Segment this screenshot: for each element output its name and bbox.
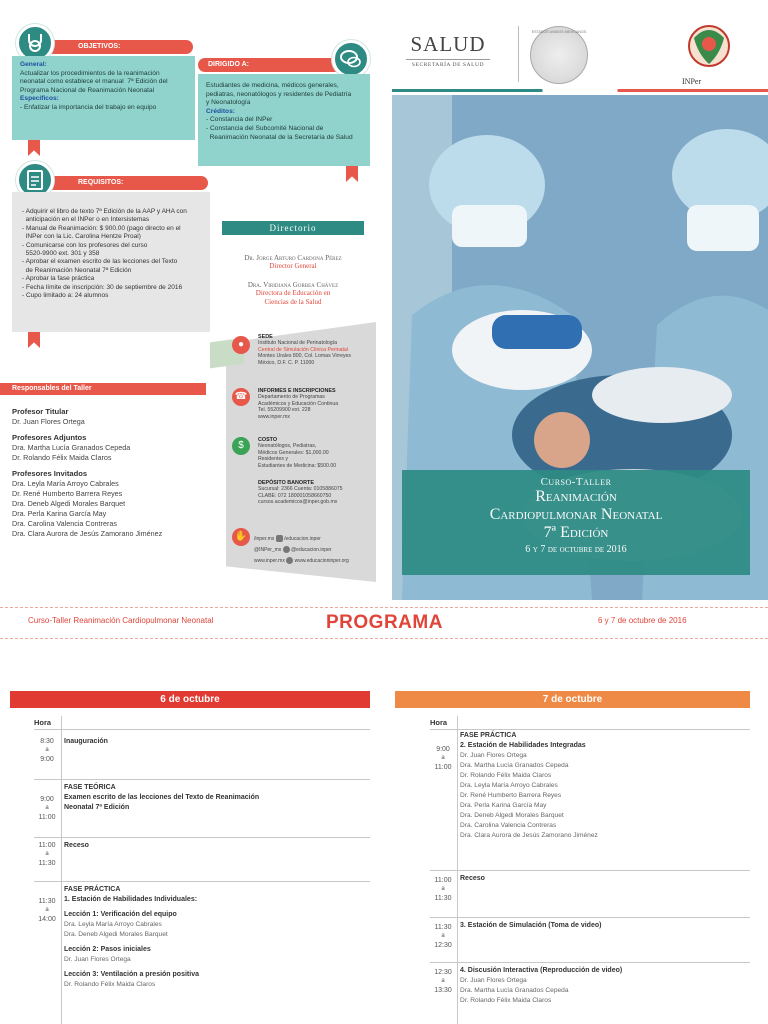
activity-title: FASE PRÁCTICA [64, 886, 121, 893]
seal-text: ESTADOS UNIDOS MEXICANOS [531, 30, 587, 34]
row-divider [430, 917, 750, 918]
programa-course-name: Curso-Taller Reanimación Cardiopulmonar Neonatal [28, 616, 214, 625]
activity [460, 921, 601, 931]
activity-detail: Dra. Perla Karina García May [460, 802, 547, 809]
activity-title: FASE TEÓRICA [64, 784, 116, 791]
dirigido-line: pediatras, neonatólogos y residentes de Pediatría [206, 90, 352, 98]
activity-title: Neonatal 7ª Edición [64, 804, 130, 811]
requisitos-lines [22, 208, 200, 300]
time-text: 13:30 [434, 987, 452, 994]
responsable-name: Dra. Perla Karina García May [12, 509, 107, 518]
twitter-link[interactable]: @INPer_mx [254, 547, 282, 553]
requisitos-line: anticipación en el INPer o en Intersistemas [22, 216, 150, 224]
activity-title: 3. Estación de Simulación (Toma de video) [460, 922, 602, 929]
responsables-band: Responsables del Taller [0, 383, 206, 395]
objetivos-line: neonatal como establece el manual 7ª Edición del [20, 78, 168, 86]
dirigido-line: - Constancia del INPer [206, 116, 273, 124]
directora-name: Dra. Viridiana Gorbea Chávez [247, 280, 339, 289]
activity [460, 966, 622, 1006]
activity-detail: Dra. Leyla María Arroyo Cabrales [64, 921, 162, 928]
time-slot [34, 737, 60, 764]
time-text: a [441, 978, 445, 984]
requisitos-line: - Fecha límite de inscripción: 30 de septiembre de 2016 [22, 283, 183, 291]
costo-title: COSTO [258, 437, 278, 443]
responsable-name: Dra. Martha Lucía Granados Cepeda [12, 443, 131, 452]
responsable-name: Dr. René Humberto Barrera Reyes [12, 489, 123, 498]
responsable-name: Dra. Carolina Valencia Contreras [12, 519, 117, 528]
directorio-block [215, 254, 371, 306]
time-text: a [45, 851, 49, 857]
row-divider [34, 729, 370, 730]
activity [460, 874, 485, 884]
requisitos-line: - Aprobar el examen escrito de las lecciones del Texto [22, 258, 178, 266]
sede-line: Instituto Nacional de Perinatología [258, 340, 338, 347]
activity-title: Receso [460, 875, 485, 882]
director-general-name: Dr. Jorge Arturo Cardona Pérez [244, 254, 342, 262]
activity [64, 841, 89, 851]
dirigido-lines [206, 82, 362, 142]
mexico-seal [530, 26, 588, 84]
activity-detail: Dr. Rolando Félix Maida Claros [64, 981, 156, 988]
day1-table [34, 716, 370, 1024]
time-text: 9:00 [40, 756, 54, 763]
sede-line: México, D.F. C. P. 11000 [258, 359, 315, 366]
activity-title: Examen escrito de las lecciones del Texto de Reanimación [64, 794, 260, 801]
responsable-name: Dra. Deneb Algedi Morales Barquet [12, 499, 126, 508]
activity-detail: Dra. Leyla María Arroyo Cabrales [460, 782, 558, 789]
ribbon-marker [28, 140, 40, 156]
activity-title: FASE PRÁCTICA [460, 732, 517, 739]
row-divider [34, 881, 370, 882]
requisitos-line: - Manual de Reanimación: $ 900.00 (pago directo en el [22, 224, 181, 232]
dirigido-line: Créditos: [206, 107, 235, 115]
activity-detail: Dra. Martha Lucía Granados Cepeda [460, 762, 569, 769]
responsable-name: Dra. Leyla María Arroyo Cabrales [12, 479, 119, 488]
chat-icon [332, 40, 370, 78]
activity-detail: Dr. Juan Flores Ortega [460, 752, 527, 759]
time-text: 11:00 [38, 814, 56, 821]
objetivos-line: Programa Nacional de Reanimación Neonatal [20, 86, 155, 94]
objetivos-line: Específicos: [20, 95, 59, 103]
time-text: 11:30 [38, 898, 56, 905]
responsables-group-title: Profesores Invitados [12, 469, 88, 478]
activity [64, 737, 108, 747]
time-text: a [441, 886, 445, 892]
time-text: 11:30 [38, 860, 56, 867]
row-divider [430, 962, 750, 963]
ribbon-marker [346, 166, 358, 182]
time-slot [34, 841, 60, 868]
dashed-divider [0, 607, 768, 608]
time-text: a [441, 933, 445, 939]
row-divider [34, 779, 370, 780]
activity [460, 731, 598, 841]
informes-line: www.inper.mx [258, 413, 290, 420]
directorio-header: Directorio [222, 221, 364, 235]
activity-title: Lección 2: Pasos iniciales [64, 946, 151, 953]
course-title-line-2: Cardiopulmonar Neonatal [489, 506, 663, 523]
dirigido-band: DIRIGIDO A: [198, 58, 363, 72]
time-text: 9:00 [436, 746, 450, 753]
salud-wordmark: SALUD [410, 32, 486, 56]
time-text: 8:30 [40, 738, 54, 745]
objetivos-line: Actualizar los procedimientos de la reanimación [20, 69, 160, 77]
activity-detail: Dra. Carolina Valencia Contreras [460, 822, 557, 829]
requisitos-line: 5520-9900 ext. 301 y 358 [22, 250, 100, 258]
dirigido-line: - Constancia del Subcomité Nacional de [206, 124, 324, 132]
objetivos-line: - Enfatizar la importancia del trabajo en equipo [20, 103, 157, 111]
inper-logo [680, 20, 738, 84]
deposito-line: Sucursal: 2366 Cuenta: 0105886075 [258, 486, 343, 493]
sede-line: Montes Urales 800, Col. Lomas Virreyes [258, 353, 352, 360]
tricolor-stripe [392, 89, 768, 92]
web-link[interactable]: www.inper.mx [254, 558, 285, 564]
time-text: a [45, 907, 49, 913]
responsables-list [12, 407, 212, 539]
deposito-info [258, 480, 376, 506]
twitter-icon [283, 546, 290, 553]
activity-detail: Dr. Juan Flores Ortega [460, 977, 527, 984]
course-title-line-3: 7ª Edición [543, 524, 609, 541]
activity [64, 885, 199, 990]
deposito-line: CLABE: 072 180001058660750 [258, 492, 332, 499]
dirigido-line: Reanimación Neonatal de la Secretaría de Salud [206, 133, 353, 141]
hora-label: Hora [430, 718, 448, 727]
activity-detail: Dra. Deneb Algedi Morales Barquet [460, 812, 564, 819]
time-slot [430, 745, 456, 772]
time-slot [34, 795, 60, 822]
requisitos-line: - Adquirir el libro de texto 7ª Edición de la AAP y AHA con [22, 208, 187, 215]
dirigido-line: y Neonatología [206, 99, 251, 107]
requisitos-band: REQUISITOS: [18, 176, 208, 190]
time-text: 9:00 [40, 796, 54, 803]
time-slot [430, 923, 456, 950]
dirigido-panel [198, 74, 370, 166]
facebook-icon [276, 535, 283, 542]
web-link-2[interactable]: www.educacioninper.org [294, 558, 349, 564]
activity-detail: Dr. Rolando Félix Maida Claros [460, 772, 552, 779]
informes-line: Académicos y Educación Continua [258, 400, 339, 407]
requisitos-line: - Cupo limitado a: 24 alumnos [22, 292, 109, 300]
globe-icon [286, 557, 293, 564]
objetivos-panel [12, 56, 195, 140]
row-divider [430, 870, 750, 871]
time-text: a [45, 747, 49, 753]
thumbs-up-icon: ✋ [232, 528, 250, 546]
header-divider [518, 26, 519, 82]
ribbon-marker [28, 332, 40, 348]
sede-line: Central de Simulación Clínica Perinatal [258, 346, 348, 353]
activity-detail: Dr. Rolando Félix Maida Claros [460, 997, 552, 1004]
costo-info [258, 437, 376, 469]
day2-header: 7 de octubre [395, 691, 750, 708]
time-slot [430, 876, 456, 903]
costo-line: Médicos Generales: $1,000.00 [258, 449, 329, 456]
sede-info [258, 334, 376, 366]
time-text: 11:30 [434, 895, 452, 902]
time-text: 11:00 [434, 764, 452, 771]
activity-title: Inauguración [64, 738, 108, 745]
costo-line: Estudiantes de Medicina: $500.00 [258, 462, 337, 469]
dashed-divider [0, 638, 768, 639]
programa-dates: 6 y 7 de octubre de 2016 [598, 616, 687, 625]
responsable-name: Dr. Juan Flores Ortega [12, 417, 85, 426]
responsables-group-title: Profesores Adjuntos [12, 433, 87, 442]
activity-title: 2. Estación de Habilidades Integradas [460, 742, 586, 749]
informes-line: Departamento de Programas [258, 394, 325, 401]
time-slot [34, 897, 60, 924]
objetivos-line: General: [20, 61, 47, 68]
activity-title: 1. Estación de Habilidades Individuales: [64, 896, 198, 903]
activity-title: Receso [64, 842, 89, 849]
activity-title: 4. Discusión Interactiva (Reproducción de video) [460, 967, 623, 974]
money-icon: $ [232, 437, 250, 455]
activity-detail: Dra. Martha Lucía Granados Cepeda [460, 987, 569, 994]
day2-table [430, 716, 750, 1024]
requisitos-line: INPer con la Lic. Carolina Hentze Proal) [22, 233, 141, 241]
inper-wordmark: INPer [682, 77, 702, 86]
time-slot [430, 968, 456, 995]
inper-emblem-icon [680, 20, 738, 72]
column-divider [61, 716, 62, 1024]
informes-line: Tel. 55209900 ext. 228 [258, 407, 311, 414]
time-text: 14:00 [38, 916, 56, 923]
time-text: a [441, 755, 445, 761]
requisitos-line: - Comunicarse con los profesores del curso [22, 241, 148, 249]
twitter-link-2[interactable]: @educacion.inper [291, 547, 332, 553]
time-text: 11:00 [434, 877, 452, 884]
activity-detail: Dra. Deneb Algedi Morales Barquet [64, 931, 168, 938]
informes-title: INFORMES E INSCRIPCIONES [258, 388, 336, 394]
activity-detail: Dr. René Humberto Barrera Reyes [460, 792, 562, 799]
responsable-name: Dr. Rolando Félix Maida Claros [12, 453, 112, 462]
time-text: 12:30 [434, 942, 452, 949]
time-text: a [45, 805, 49, 811]
requisitos-line: - Aprobar la fase práctica [22, 275, 95, 283]
sede-title: SEDE [258, 334, 273, 340]
activity [64, 783, 259, 813]
costo-line: Neonatólogos, Pediatras, [258, 443, 317, 450]
row-divider [430, 729, 750, 730]
secretaria-label: SECRETARÍA DE SALUD [411, 62, 485, 68]
time-text: 11:00 [38, 842, 56, 849]
dirigido-line: Estudiantes de medicina, médicos generales, [206, 82, 339, 89]
facebook-link[interactable]: /inper.mx [254, 536, 275, 542]
social-info [254, 534, 378, 567]
time-text: 12:30 [434, 969, 452, 976]
activity-title: Lección 3: Ventilación a presión positiva [64, 971, 199, 978]
responsable-name: Dra. Clara Aurora de Jesús Zamorano Jiménez [12, 529, 163, 538]
time-text: 11:30 [434, 924, 452, 931]
location-pin-icon: ● [232, 336, 250, 354]
deposito-title: DEPÓSITO BANORTE [258, 480, 314, 486]
activity-detail: Dr. Juan Flores Ortega [64, 956, 131, 963]
phone-icon: ☎ [232, 388, 250, 406]
day1-header: 6 de octubre [10, 691, 370, 708]
activity-title: Lección 1: Verificación del equipo [64, 911, 177, 918]
responsables-group-title: Profesor Titular [12, 407, 69, 416]
course-title-line-1: Reanimación [535, 488, 617, 505]
directora-role-1: Directora de Educación en [255, 289, 331, 298]
programa-title: PROGRAMA [326, 612, 443, 633]
activity-detail: Dra. Clara Aurora de Jesús Zamorano Jiménez [460, 832, 598, 839]
objetivos-lines [20, 61, 187, 113]
facebook-link-2[interactable]: /educacion.inper [284, 536, 321, 542]
course-date: 6 y 7 de octubre de 2016 [525, 544, 627, 555]
course-type: Curso-Taller [540, 476, 612, 488]
requisitos-panel [12, 192, 210, 332]
row-divider [34, 837, 370, 838]
directora-role-2: Ciencias de la Salud [264, 297, 322, 306]
costo-line: Residentes y [258, 456, 288, 463]
deposito-line: cursos.academicos@inper.gob.mx [258, 499, 338, 506]
salud-logo [402, 32, 494, 68]
objetivos-band: OBJETIVOS: [18, 40, 193, 54]
requisitos-line: de Reanimación Neonatal 7ª Edición [22, 266, 132, 274]
director-general-role: Director General [269, 262, 317, 271]
informes-info [258, 388, 376, 420]
hora-label: Hora [34, 718, 52, 727]
course-title-box [402, 470, 750, 575]
